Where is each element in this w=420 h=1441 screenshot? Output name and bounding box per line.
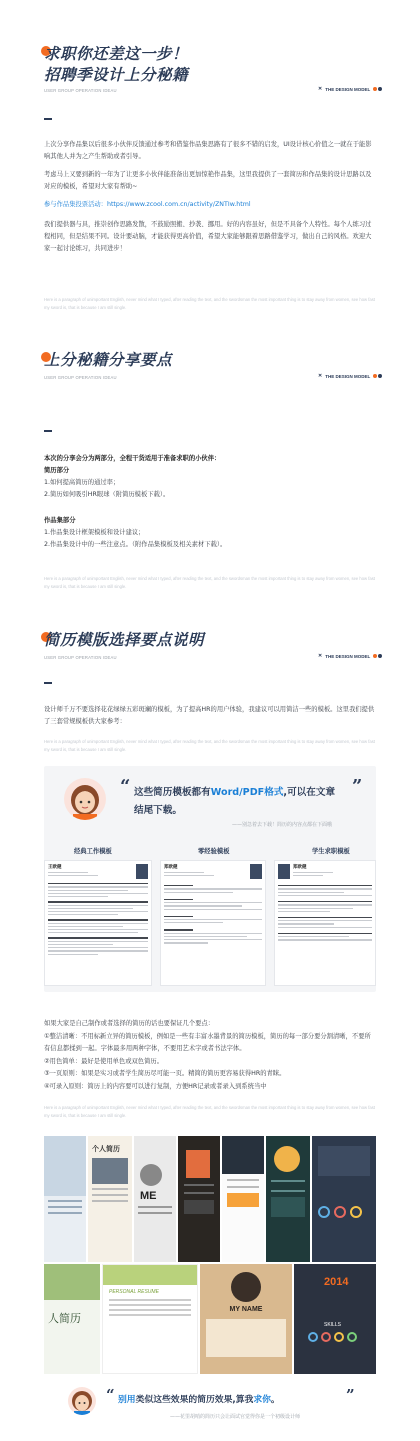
activity-link[interactable]: https://www.zcool.com.cn/activity/ZNTIw.html <box>106 201 251 208</box>
section-dash <box>44 430 52 432</box>
quote-attribution: ——别急着去下载！简历的内容点都在下面哦 <box>232 822 333 828</box>
model-icon: ✕ <box>318 86 323 92</box>
section-dash <box>44 118 52 120</box>
gallery-text: 2014 <box>324 1276 349 1288</box>
model-dots-icon <box>373 374 382 378</box>
section2-title: 上分秘籍分享要点 <box>44 351 173 369</box>
bottom-quote-attribution: ——花里胡哨的简历只会让面试官觉得你是一个初级设计师 <box>170 1414 301 1420</box>
resume-photo <box>136 864 148 879</box>
template-panel <box>44 766 376 992</box>
placeholder-english: Here is a paragraph of unimportant English, never mind what I typed, after reading the text, and the swordsman the most important thing is to stay away from women, see how fast my sword is, that is because I am still single. <box>44 576 375 589</box>
section1-para2: 考虑马上又要到新的一年为了让更多小伙伴能准备出更加惊艳作品集，这里我提供了一套简历和作品集的设计思路以及对应的模板，希望对大家有帮助~ <box>44 171 372 190</box>
portfolio-part-item: 1.作品集设计框架模板和设计建议； <box>44 529 145 536</box>
model-icon: ✕ <box>318 373 323 379</box>
gallery-text: 个人简历 <box>92 1145 120 1153</box>
section-subtitle: USER GROUP OPERATION IDEAU <box>44 375 117 380</box>
resume-template-no-experience[interactable] <box>160 860 266 986</box>
resume-name: 郑欧健 <box>293 865 307 870</box>
section1-para3: 我们提供器与具，推崇创作思路发散，不鼓励照搬、抄袭、挪用。好的内容虽好，但是不具备个人特性。每个人练习过程相同，但是结果不同。设计要动脑，才能获得更高价值，希望大家能够跟着思路借鉴学习，做出自己的风格。欢迎大家一起讨论练习，共同进步！ <box>44 221 372 252</box>
section1-link-line: 参与作品集投票活动：https://www.zcool.com.cn/activity/ZNTIw.html <box>44 201 251 208</box>
template-label: 零经验模板 <box>198 848 230 855</box>
resume-part-item: 2.简历如何吸引HR眼球（附简历模板下载）。 <box>44 491 170 498</box>
portfolio-part-item: 2.作品集设计中的一些注意点。（附作品集模板及相关素材下载）。 <box>44 541 227 548</box>
gallery-resume-11 <box>294 1264 376 1374</box>
gallery-text: SKILLS <box>324 1322 341 1328</box>
point-item: ④可录入原则：简历上的内容要可以进行复制，方便HR记录或者录入到系统当中 <box>44 1082 267 1090</box>
quote-open-icon: “ <box>106 1386 115 1404</box>
placeholder-english: Here is a paragraph of unimportant English, never mind what I typed, after reading the text, and the swordsman the most important thing is to stay away from women, see how fast my sword is, that is because I am still single. <box>44 739 375 752</box>
resume-name: 郑欧健 <box>164 865 178 870</box>
page-title-line2: 招聘季设计上分秘籍 <box>44 66 189 84</box>
bottom-avatar <box>68 1387 96 1415</box>
section-subtitle: USER GROUP OPERATION IDEAU <box>44 655 117 660</box>
section3-title: 简历模版选择要点说明 <box>44 631 205 649</box>
point-item: ③一页原则：如果是实习或者学生简历尽可能一页。精简的简历更容易获得HR的青睐。 <box>44 1070 286 1077</box>
resume-photo <box>250 864 262 879</box>
gallery-resume-6 <box>266 1136 310 1262</box>
resume-template-student[interactable] <box>274 860 376 986</box>
bottom-quote: 别用类似这些效果的简历效果,算我求你。 <box>118 1395 280 1405</box>
resume-points <box>44 1018 376 1093</box>
section3-intro: 设计师千万不要选择花花绿绿五彩斑斓的模板，为了提高HR的用户体验，我建议可以用简洁一些的模板。这里我们提供了三套常规模板供大家参考： <box>44 706 375 725</box>
placeholder-english: Here is a paragraph of unimportant English, never mind what I typed, after reading the text, and the swordsman the most important thing is to stay away from women, see how fast my sword is, that is because I am still single. <box>44 297 375 310</box>
share-intro: 本次的分享会分为两部分，全程干货适用于准备求职的小伙伴： <box>44 455 221 462</box>
template-label: 学生求职模板 <box>312 848 350 855</box>
point-item: ②用色简单：最好是使用单色或双色简历。 <box>44 1057 163 1065</box>
design-model-tag: ✕ THE DESIGN MODEL <box>318 86 382 92</box>
resume-name: 王欧健 <box>48 865 62 870</box>
placeholder-english: Here is a paragraph of unimportant English, never mind what I typed, after reading the text, and the swordsman the most important thing is to stay away from women, see how fast my sword is, that is because I am still single. <box>44 1105 375 1118</box>
gallery-text: ME <box>140 1190 157 1202</box>
gallery-text: PERSONAL RESUME <box>109 1289 159 1295</box>
resume-template-classic[interactable] <box>44 860 152 986</box>
section1-para1: 上次分享作品集以后很多小伙伴反馈通过参考和借鉴作品集思路有了很多不错的启发，UI设计核心价值之一就在于能影响其他人并为之产生帮助或者引导。 <box>44 141 372 160</box>
point-item: ①整洁清晰：不用标新立异的简历模板，例如是一些有丰富水墨背景的简历模板，简历的每一部分要分割清晰，不要所有信息都揉到一起。字体最多用两种字体，不要用艺术字或者书法字体。 <box>44 1032 371 1052</box>
format-highlight: Word/PDF格式 <box>210 787 284 798</box>
gallery-resume-10 <box>200 1264 292 1374</box>
quote-open-icon: “ <box>120 776 131 797</box>
gallery-text: 人简历 <box>48 1312 81 1325</box>
section-dash <box>44 682 52 684</box>
design-model-tag: ✕ THE DESIGN MODEL <box>318 373 382 379</box>
gallery-resume-1 <box>44 1136 86 1262</box>
quote-close-icon: ” <box>346 1386 355 1404</box>
page-title-line1: 求职你还差这一步！ <box>44 45 189 63</box>
gallery-resume-5 <box>222 1136 264 1262</box>
gallery-resume-8 <box>44 1264 100 1374</box>
gallery-resume-7 <box>312 1136 376 1262</box>
gallery-resume-2 <box>88 1136 132 1262</box>
design-model-tag: ✕ THE DESIGN MODEL <box>318 653 382 659</box>
section2-body <box>44 453 376 551</box>
template-label: 经典工作模板 <box>74 848 112 855</box>
resume-part-item: 1.如何提高简历的通过率； <box>44 479 120 486</box>
gallery-text: MY NAME <box>229 1306 263 1313</box>
template-quote: 这些简历模板都有Word/PDF格式,可以在文章 结尾下载。 <box>134 787 336 816</box>
model-dots-icon <box>373 654 382 658</box>
section-subtitle: USER GROUP OPERATION IDEAU <box>44 88 117 93</box>
quote-close-icon: ” <box>352 776 363 797</box>
resume-part-title: 简历部分 <box>44 467 70 474</box>
section1-body <box>44 139 376 261</box>
points-intro: 如果大家是自己制作或者选择的简历的话也要保证几个要点： <box>44 1020 215 1027</box>
portfolio-part-title: 作品集部分 <box>44 517 76 524</box>
resume-photo <box>278 864 290 879</box>
avatar <box>64 778 106 820</box>
model-icon: ✕ <box>318 653 323 659</box>
gallery-resume-3 <box>134 1136 176 1262</box>
gallery-resume-9 <box>102 1264 198 1374</box>
model-dots-icon <box>373 87 382 91</box>
gallery-resume-4 <box>178 1136 220 1262</box>
